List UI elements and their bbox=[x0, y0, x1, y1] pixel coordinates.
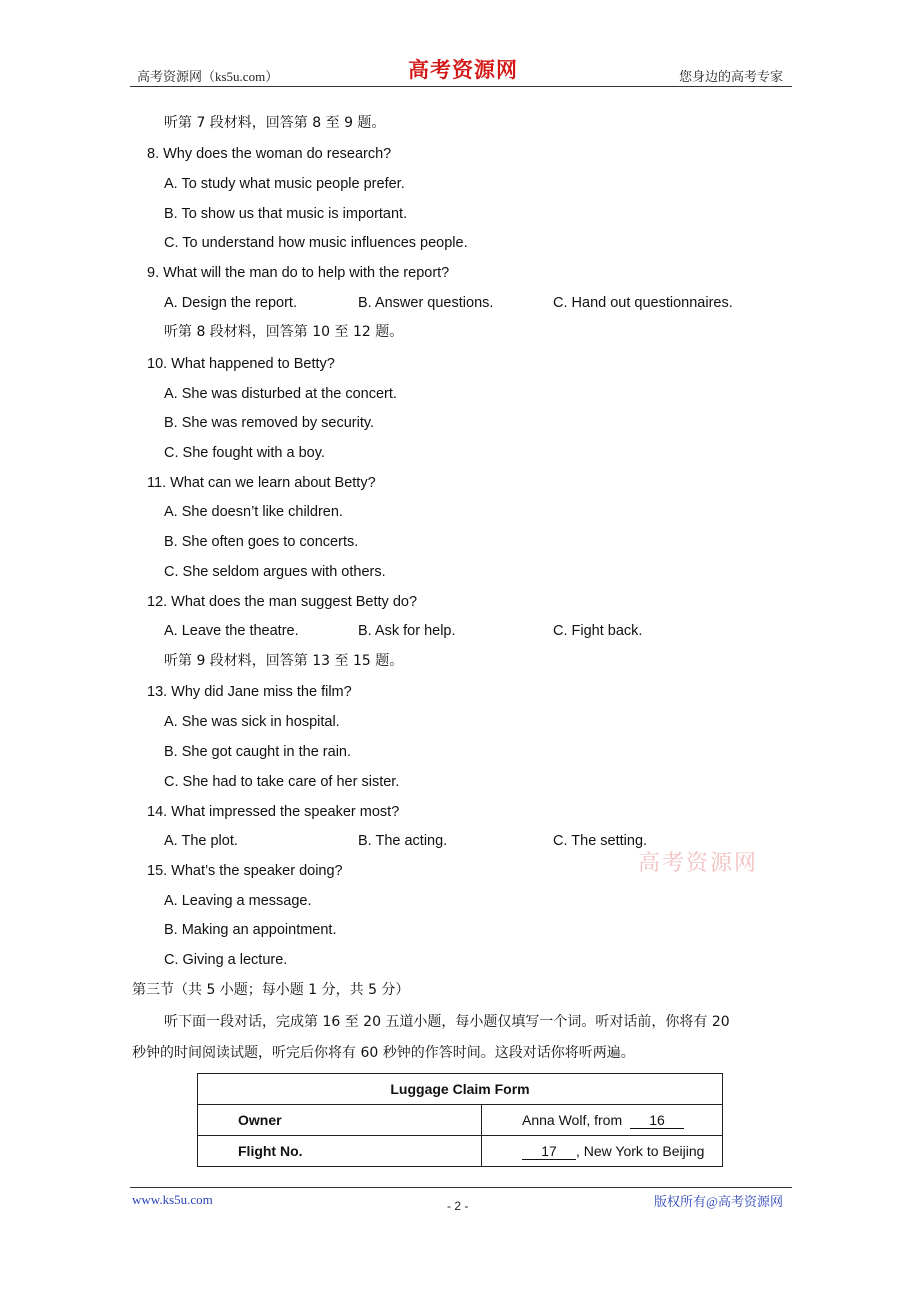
header-rule bbox=[130, 86, 792, 87]
form-label-flight: Flight No. bbox=[198, 1136, 482, 1167]
section-intro-9: 听第 9 段材料，回答第 13 至 15 题。 bbox=[164, 653, 404, 669]
part3-title: 第三节（共 5 小题；每小题 1 分，共 5 分） bbox=[132, 982, 410, 998]
q12-option-c: C. Fight back. bbox=[553, 623, 643, 639]
question-12: 12. What does the man suggest Betty do? bbox=[147, 594, 418, 610]
question-14: 14. What impressed the speaker most? bbox=[147, 804, 400, 820]
form-title: Luggage Claim Form bbox=[198, 1074, 723, 1105]
q11-option-b: B. She often goes to concerts. bbox=[164, 534, 359, 550]
q9-option-c: C. Hand out questionnaires. bbox=[553, 295, 733, 311]
q13-option-a: A. She was sick in hospital. bbox=[164, 714, 340, 730]
question-10: 10. What happened to Betty? bbox=[147, 356, 335, 372]
blank-16[interactable]: 16 bbox=[630, 1112, 684, 1129]
q14-option-c: C. The setting. bbox=[553, 833, 648, 849]
footer-rule bbox=[130, 1187, 792, 1188]
header-site-name: 高考资源网（ks5u.com） bbox=[137, 69, 279, 84]
blank-17[interactable]: 17 bbox=[522, 1143, 576, 1160]
question-8: 8. Why does the woman do research? bbox=[147, 146, 392, 162]
page-number: - 2 - bbox=[447, 1199, 469, 1213]
q15-option-c: C. Giving a lecture. bbox=[164, 952, 288, 968]
question-11: 11. What can we learn about Betty? bbox=[147, 475, 376, 491]
part3-instruction-line1: 听下面一段对话，完成第 16 至 20 五道小题，每小题仅填写一个词。听对话前，你将有 20 bbox=[164, 1014, 730, 1030]
q14-option-b: B. The acting. bbox=[358, 833, 448, 849]
form-value-owner bbox=[482, 1105, 723, 1136]
section-intro-7: 听第 7 段材料，回答第 8 至 9 题。 bbox=[164, 115, 386, 131]
q10-option-a: A. She was disturbed at the concert. bbox=[164, 386, 397, 402]
q15-option-b: B. Making an appointment. bbox=[164, 922, 337, 938]
q12-option-b: B. Ask for help. bbox=[358, 623, 456, 639]
q12-option-a: A. Leave the theatre. bbox=[164, 623, 299, 639]
q8-option-b: B. To show us that music is important. bbox=[164, 206, 408, 222]
section-intro-8: 听第 8 段材料，回答第 10 至 12 题。 bbox=[164, 324, 404, 340]
owner-prefix: Anna Wolf, from bbox=[522, 1111, 623, 1128]
form-label-owner: Owner bbox=[198, 1105, 482, 1136]
footer-site-link[interactable]: www.ks5u.com bbox=[132, 1192, 213, 1207]
q15-option-a: A. Leaving a message. bbox=[164, 893, 312, 909]
q13-option-b: B. She got caught in the rain. bbox=[164, 744, 352, 760]
q8-option-c: C. To understand how music influences people. bbox=[164, 235, 468, 251]
luggage-claim-form bbox=[197, 1073, 723, 1167]
q8-option-a: A. To study what music people prefer. bbox=[164, 176, 405, 192]
question-13: 13. Why did Jane miss the film? bbox=[147, 684, 352, 700]
footer-copyright: 版权所有@高考资源网 bbox=[654, 1194, 783, 1209]
q9-option-a: A. Design the report. bbox=[164, 295, 297, 311]
watermark-logo: 高考资源网 bbox=[638, 851, 759, 876]
question-9: 9. What will the man do to help with the report? bbox=[147, 265, 450, 281]
q13-option-c: C. She had to take care of her sister. bbox=[164, 774, 400, 790]
part3-instruction-line2: 秒钟的时间阅读试题，听完后你将有 60 秒钟的作答时间。这段对话你将听两遍。 bbox=[132, 1045, 635, 1061]
question-15: 15. What’s the speaker doing? bbox=[147, 863, 343, 879]
flight-suffix: , New York to Beijing bbox=[576, 1142, 705, 1159]
q10-option-c: C. She fought with a boy. bbox=[164, 445, 325, 461]
q9-option-b: B. Answer questions. bbox=[358, 295, 494, 311]
form-value-flight bbox=[482, 1136, 723, 1167]
header-logo: 高考资源网 bbox=[408, 58, 518, 82]
q14-option-a: A. The plot. bbox=[164, 833, 238, 849]
q11-option-c: C. She seldom argues with others. bbox=[164, 564, 386, 580]
q10-option-b: B. She was removed by security. bbox=[164, 415, 375, 431]
q11-option-a: A. She doesn’t like children. bbox=[164, 504, 343, 520]
header-slogan: 您身边的高考专家 bbox=[678, 69, 783, 84]
